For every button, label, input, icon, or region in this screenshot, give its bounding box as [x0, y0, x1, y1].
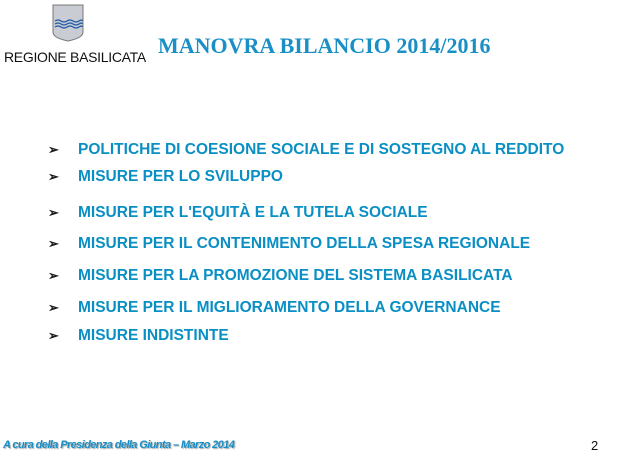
list-item	[48, 234, 608, 253]
arrow-bullet-icon: ➢	[48, 268, 59, 283]
organization-name: REGIONE BASILICATA	[4, 49, 146, 65]
regione-basilicata-crest-icon	[52, 4, 84, 42]
list-item	[48, 167, 608, 186]
list-item	[48, 326, 608, 345]
arrow-bullet-icon: ➢	[48, 328, 59, 343]
list-item-text: MISURE PER L'EQUITÀ E LA TUTELA SOCIALE	[78, 204, 428, 221]
page-number: 2	[591, 438, 599, 453]
list-item	[48, 266, 608, 285]
list-item-text: MISURE PER IL CONTENIMENTO DELLA SPESA REGIONALE	[78, 235, 531, 252]
arrow-bullet-icon: ➢	[48, 142, 59, 157]
arrow-bullet-icon: ➢	[48, 300, 59, 315]
list-item	[48, 203, 608, 222]
list-item-text: MISURE PER LA PROMOZIONE DEL SISTEMA BASILICATA	[78, 267, 513, 284]
arrow-bullet-icon: ➢	[48, 236, 59, 251]
footer-credit: A cura della Presidenza della Giunta – Marzo 2014	[3, 439, 235, 451]
arrow-bullet-icon: ➢	[48, 205, 59, 220]
bullet-list	[48, 140, 608, 345]
list-item	[48, 140, 608, 159]
list-item-text: MISURE PER IL MIGLIORAMENTO DELLA GOVERNANCE	[78, 299, 501, 316]
slide-title: MANOVRA BILANCIO 2014/2016	[158, 33, 491, 58]
list-item-text: MISURE INDISTINTE	[78, 327, 229, 344]
list-item-text: MISURE PER LO SVILUPPO	[78, 168, 283, 185]
list-item	[48, 298, 608, 317]
arrow-bullet-icon: ➢	[48, 169, 59, 184]
list-item-text: POLITICHE DI COESIONE SOCIALE E DI SOSTEGNO AL REDDITO	[78, 141, 565, 158]
